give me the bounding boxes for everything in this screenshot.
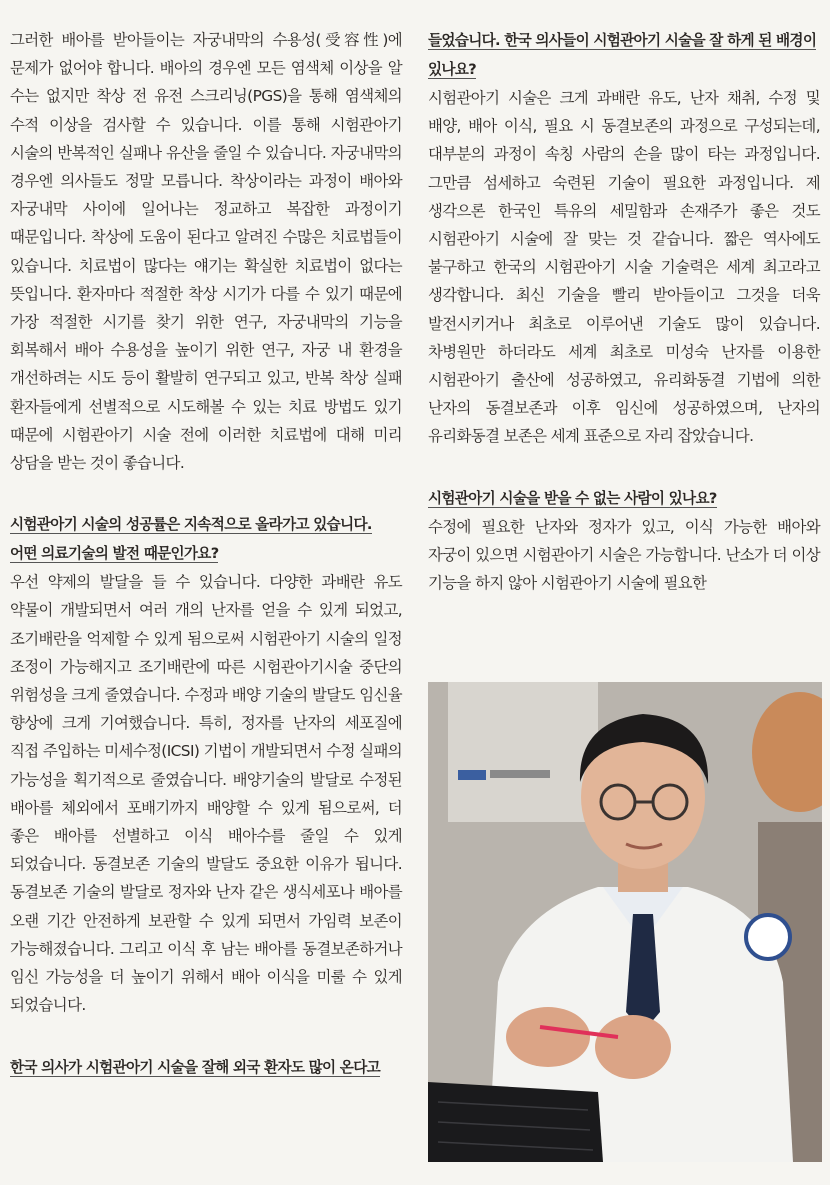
question-heading-eligibility: 시험관아기 시술을 받을 수 없는 사람이 있나요? <box>428 489 717 507</box>
doctor-left-hand <box>506 1007 590 1067</box>
doctor-photo <box>428 682 822 1162</box>
right-column <box>428 26 820 597</box>
question-heading-korean-doctors-line1: 한국 의사가 시험관아기 시술을 잘해 외국 환자도 많이 온다고 <box>10 1058 380 1076</box>
question-heading-korean-doctors-line2: 들었습니다. 한국 의사들이 시험관아기 시술을 잘 하게 된 배경이 <box>428 32 817 49</box>
question-heading-korean-doctors-line3: 있나요? <box>428 61 476 78</box>
paragraph-implantation: 그러한 배아를 받아들이는 자궁내막의 수용성(受容性)에 문제가 없어야 합니다. 배아의 경우엔 모든 염색체 이상을 알 수는 없지만 착상 전 유전 스크리닝(PGS)을 통해 염색체의 수적 이상을 검사할 수 있습니다. 이를 통해 시험관아기 시술의 반복적인 실패나 유산을 줄일 수 있습니다. 자궁내막의 경우엔 의사들도 정말 모릅니다. 착상이라는 과정이 배아와 자궁내막 사이에 일어나는 정교하고 복잡한 과정이기 때문입니다. 착상에 도움이 된다고 알려진 수많은 치료법들이 있습니다. 치료법이 많다는 얘기는 확실한 치료법이 없다는 뜻입니다. 환자마다 적절한 착상 시기가 다를 수 있기 때문에 가장 적절한 시기를 찾기 위한 연구, 자궁내막의 기능을 회복해서 배아 수용성을 높이기 위한 연구, 자궁 내 환경을 개선하려는 시도 등이 활발히 연구되고 있고, 반복 착상 실패 환자들에게 선별적으로 시도해볼 수 있는 치료 방법도 있기 때문에 시험관아기 시술 전에 이러한 치료법에 대해 미리 상담을 받는 것이 좋습니다. <box>10 31 402 473</box>
left-column <box>10 26 402 1082</box>
question-heading-success-rate-line2: 어떤 의료기술의 발전 때문인가요? <box>10 545 219 563</box>
paragraph-korean-expertise: 시험관아기 시술은 크게 과배란 유도, 난자 채취, 수정 및 배양, 배아 이식, 필요 시 동결보존의 과정으로 구성되는데, 대부분의 과정이 속칭 사람의 손을 많이 타는 과정입니다. 그만큼 섬세하고 숙련된 기술이 필요한 과정입니다. 제 생각으론 한국인 특유의 세밀함과 손재주가 좋은 것도 시험관아기 시술에 잘 맞는 것 같습니다. 짧은 역사에도 불구하고 한국의 시험관아기 시술 기술력은 세계 최고라고 생각합니다. 최신 기술을 빨리 받아들이고 그것을 더욱 발전시키거나 최초로 이루어낸 기술도 많이 있습니다. 차병원만 하더라도 세계 최초로 미성숙 난자를 이용한 시험관아기 출산에 성공하였고, 유리화동결 기법에 의한 난자의 동결보존과 이후 임신에 성공하였으며, 난자의 유리화동결 보존은 세계 표준으로 자리 잡았습니다. <box>428 89 820 446</box>
background-banner <box>448 682 598 822</box>
paragraph-medical-advances: 우선 약제의 발달을 들 수 있습니다. 다양한 과배란 유도 약물이 개발되면서 여러 개의 난자를 얻을 수 있게 되었고, 조기배란을 억제할 수 있게 됨으로써 시험관아기 시술의 일정 조정이 가능해지고 조기배란에 따른 시험관아기시술 중단의 위험성을 크게 줄였습니다. 수정과 배양 기술의 발달도 임신율 향상에 크게 기여했습니다. 특히, 정자를 난자의 세포질에 직접 주입하는 미세수정(ICSI) 기법이 개발되면서 수정 실패의 가능성을 획기적으로 줄였습니다. 배양기술의 발달로 수정된 배아를 체외에서 포배기까지 배양할 수 있게 됨으로써, 더 좋은 배아를 선별하고 이식 배아수를 줄일 수 있게 되었습니다. 동결보존 기술의 발달도 중요한 이유가 됩니다. 동결보존 기술의 발달로 정자와 난자 같은 생식세포나 배아를 오랜 기간 안전하게 보관할 수 있게 되면서 가임력 보존이 가능해졌습니다. 그리고 이식 후 남는 배아를 동결보존하거나 임신 가능성을 더 높이기 위해서 배아 이식을 미룰 수 있게 되었습니다. <box>10 573 402 1015</box>
paragraph-eligibility: 수정에 필요한 난자와 정자가 있고, 이식 가능한 배아와 자궁이 있으면 시험관아기 시술은 가능합니다. 난소가 더 이상 기능을 하지 않아 시험관아기 시술에 필요한 <box>428 517 820 593</box>
doctor-photo-illustration <box>428 682 822 1162</box>
doctor-right-hand <box>595 1015 671 1079</box>
hospital-emblem <box>746 915 790 959</box>
question-heading-success-rate-line1: 시험관아기 시술의 성공률은 지속적으로 올라가고 있습니다. <box>10 516 372 534</box>
keyboard <box>428 1082 603 1162</box>
